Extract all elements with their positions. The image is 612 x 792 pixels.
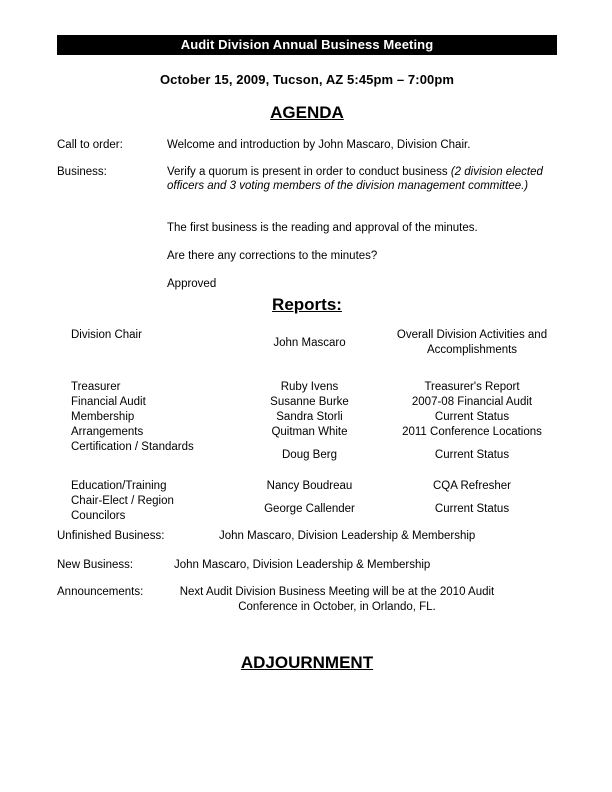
report-topic: 2011 Conference Locations [402,426,542,438]
document-title-banner: Audit Division Annual Business Meeting [57,35,557,55]
agenda-label-call-to-order: Call to order: [57,139,123,151]
table-row [57,328,557,362]
report-topic: Current Status [434,411,510,423]
agenda-text-approved: Approved [167,278,217,290]
table-row [57,395,557,410]
report-name: John Mascaro [273,337,346,349]
agenda-label-business: Business: [57,166,107,178]
label-unfinished-business: Unfinished Business: [57,530,165,542]
report-name: Susanne Burke [270,396,349,408]
table-row [57,410,557,425]
text-announcements: Next Audit Division Business Meeting will be at the 2010 Audit Conference in October, in Orlando, FL. [179,586,495,613]
report-name: Doug Berg [282,449,337,461]
meeting-date-location-line: October 15, 2009, Tucson, AZ 5:45pm – 7:00pm [159,72,455,87]
report-topic: Treasurer's Report [424,381,520,393]
label-announcements: Announcements: [57,586,144,598]
agenda-text-business-plain: Verify a quorum is present in order to conduct business [167,166,451,178]
table-row [57,440,557,470]
table-row [57,425,557,440]
report-role: Certification / Standards [71,441,194,453]
report-topic: CQA Refresher [433,480,511,492]
report-role: Education/Training [71,480,167,492]
report-name: Sandra Storli [276,411,343,423]
report-role: Arrangements [71,426,144,438]
report-topic: 2007-08 Financial Audit [411,396,533,408]
reports-heading: Reports: [272,295,342,314]
report-topic: Current Status [434,503,510,515]
report-topic: Current Status [434,449,510,461]
text-unfinished-business: John Mascaro, Division Leadership & Membership [219,530,476,542]
agenda-text-corrections: Are there any corrections to the minutes? [167,250,378,262]
agenda-text-first-business: The first business is the reading and approval of the minutes. [167,222,478,234]
report-role: Financial Audit [71,396,146,408]
text-new-business: John Mascaro, Division Leadership & Membership [174,559,431,571]
report-name: Ruby Ivens [280,381,339,393]
report-name: George Callender [264,503,355,515]
agenda-heading: AGENDA [270,103,344,122]
table-row [57,479,557,494]
report-topic: Overall Division Activities and Accomplishments [396,329,548,356]
agenda-text-business [167,165,557,193]
report-role: Chair-Elect / Region Councilors [71,495,174,522]
adjournment-heading: ADJOURNMENT [240,653,374,672]
report-role: Division Chair [71,329,142,341]
reports-table [57,328,557,524]
table-row [57,494,557,524]
table-row [57,380,557,395]
label-new-business: New Business: [57,559,134,571]
report-name: Nancy Boudreau [266,480,353,492]
report-name: Quitman White [271,426,348,438]
report-role: Treasurer [71,381,121,393]
report-role: Membership [71,411,135,423]
agenda-text-business-italic: (2 division elected officers and 3 voting members of the division management committee.) [167,166,543,192]
agenda-text-call-to-order: Welcome and introduction by John Mascaro, Division Chair. [167,139,471,151]
